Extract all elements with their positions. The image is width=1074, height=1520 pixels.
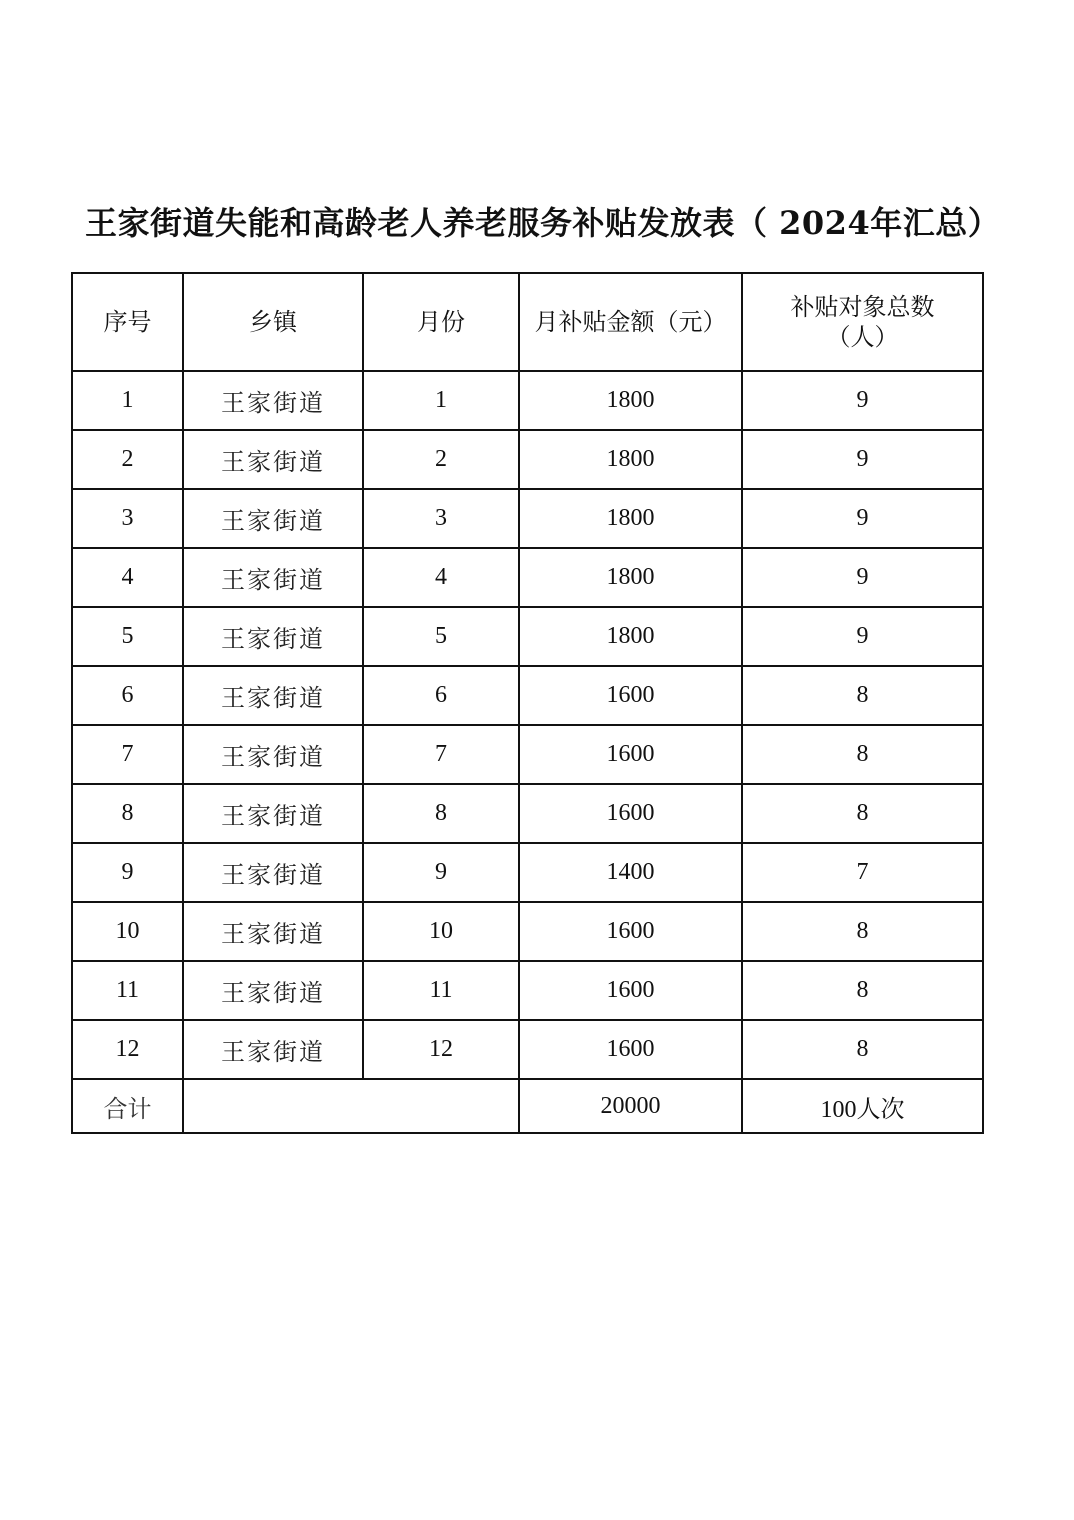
cell-count: 8 [742, 784, 983, 843]
cell-month: 12 [363, 1020, 519, 1079]
header-count-line2: （人） [826, 323, 899, 351]
cell-index: 7 [72, 725, 183, 784]
table-row [72, 725, 983, 784]
cell-count: 9 [742, 548, 983, 607]
header-month: 月份 [363, 273, 519, 371]
cell-month: 8 [363, 784, 519, 843]
header-town: 乡镇 [183, 273, 363, 371]
cell-month: 2 [363, 430, 519, 489]
table-row [72, 784, 983, 843]
cell-index: 12 [72, 1020, 183, 1079]
cell-index: 5 [72, 607, 183, 666]
cell-count: 9 [742, 489, 983, 548]
cell-index: 2 [72, 430, 183, 489]
cell-town: 王家街道 [183, 902, 363, 961]
subsidy-table [71, 272, 984, 1134]
table-total-row [72, 1079, 983, 1133]
cell-town: 王家街道 [183, 607, 363, 666]
cell-count: 9 [742, 430, 983, 489]
total-label: 合计 [72, 1079, 183, 1133]
cell-index: 3 [72, 489, 183, 548]
table-row [72, 902, 983, 961]
cell-index: 1 [72, 371, 183, 430]
cell-month: 6 [363, 666, 519, 725]
header-count [742, 273, 983, 371]
cell-count: 8 [742, 1020, 983, 1079]
cell-town: 王家街道 [183, 1020, 363, 1079]
total-amount: 20000 [519, 1079, 742, 1133]
table-row [72, 489, 983, 548]
cell-amount: 1600 [519, 961, 742, 1020]
cell-month: 3 [363, 489, 519, 548]
cell-amount: 1600 [519, 666, 742, 725]
table-row [72, 430, 983, 489]
cell-month: 9 [363, 843, 519, 902]
cell-month: 4 [363, 548, 519, 607]
cell-town: 王家街道 [183, 430, 363, 489]
cell-town: 王家街道 [183, 548, 363, 607]
cell-index: 9 [72, 843, 183, 902]
cell-amount: 1600 [519, 902, 742, 961]
header-amount: 月补贴金额（元） [519, 273, 742, 371]
table-header-row [72, 273, 983, 371]
cell-town: 王家街道 [183, 843, 363, 902]
cell-town: 王家街道 [183, 961, 363, 1020]
cell-month: 11 [363, 961, 519, 1020]
cell-count: 9 [742, 371, 983, 430]
cell-amount: 1600 [519, 725, 742, 784]
cell-amount: 1600 [519, 1020, 742, 1079]
table-row [72, 548, 983, 607]
cell-month: 7 [363, 725, 519, 784]
cell-amount: 1800 [519, 607, 742, 666]
cell-count: 8 [742, 666, 983, 725]
cell-count: 8 [742, 961, 983, 1020]
cell-index: 4 [72, 548, 183, 607]
table-row [72, 961, 983, 1020]
cell-month: 5 [363, 607, 519, 666]
cell-amount: 1800 [519, 430, 742, 489]
total-blank-cell [183, 1079, 519, 1133]
cell-month: 1 [363, 371, 519, 430]
cell-index: 10 [72, 902, 183, 961]
cell-amount: 1800 [519, 548, 742, 607]
cell-town: 王家街道 [183, 784, 363, 843]
cell-town: 王家街道 [183, 666, 363, 725]
cell-count: 8 [742, 902, 983, 961]
cell-amount: 1400 [519, 843, 742, 902]
total-count: 100人次 [742, 1079, 983, 1133]
cell-index: 11 [72, 961, 183, 1020]
header-index: 序号 [72, 273, 183, 371]
cell-town: 王家街道 [183, 371, 363, 430]
table-row [72, 843, 983, 902]
cell-town: 王家街道 [183, 489, 363, 548]
table-row [72, 607, 983, 666]
table-row [72, 666, 983, 725]
document-title: 王家街道失能和高龄老人养老服务补贴发放表（ 2024年汇总） [85, 204, 1001, 242]
cell-count: 7 [742, 843, 983, 902]
cell-index: 6 [72, 666, 183, 725]
cell-amount: 1800 [519, 371, 742, 430]
cell-count: 9 [742, 607, 983, 666]
table-row [72, 371, 983, 430]
cell-amount: 1600 [519, 784, 742, 843]
header-count-line1: 补贴对象总数 [790, 293, 935, 321]
table-row [72, 1020, 983, 1079]
cell-index: 8 [72, 784, 183, 843]
cell-count: 8 [742, 725, 983, 784]
cell-town: 王家街道 [183, 725, 363, 784]
cell-amount: 1800 [519, 489, 742, 548]
cell-month: 10 [363, 902, 519, 961]
